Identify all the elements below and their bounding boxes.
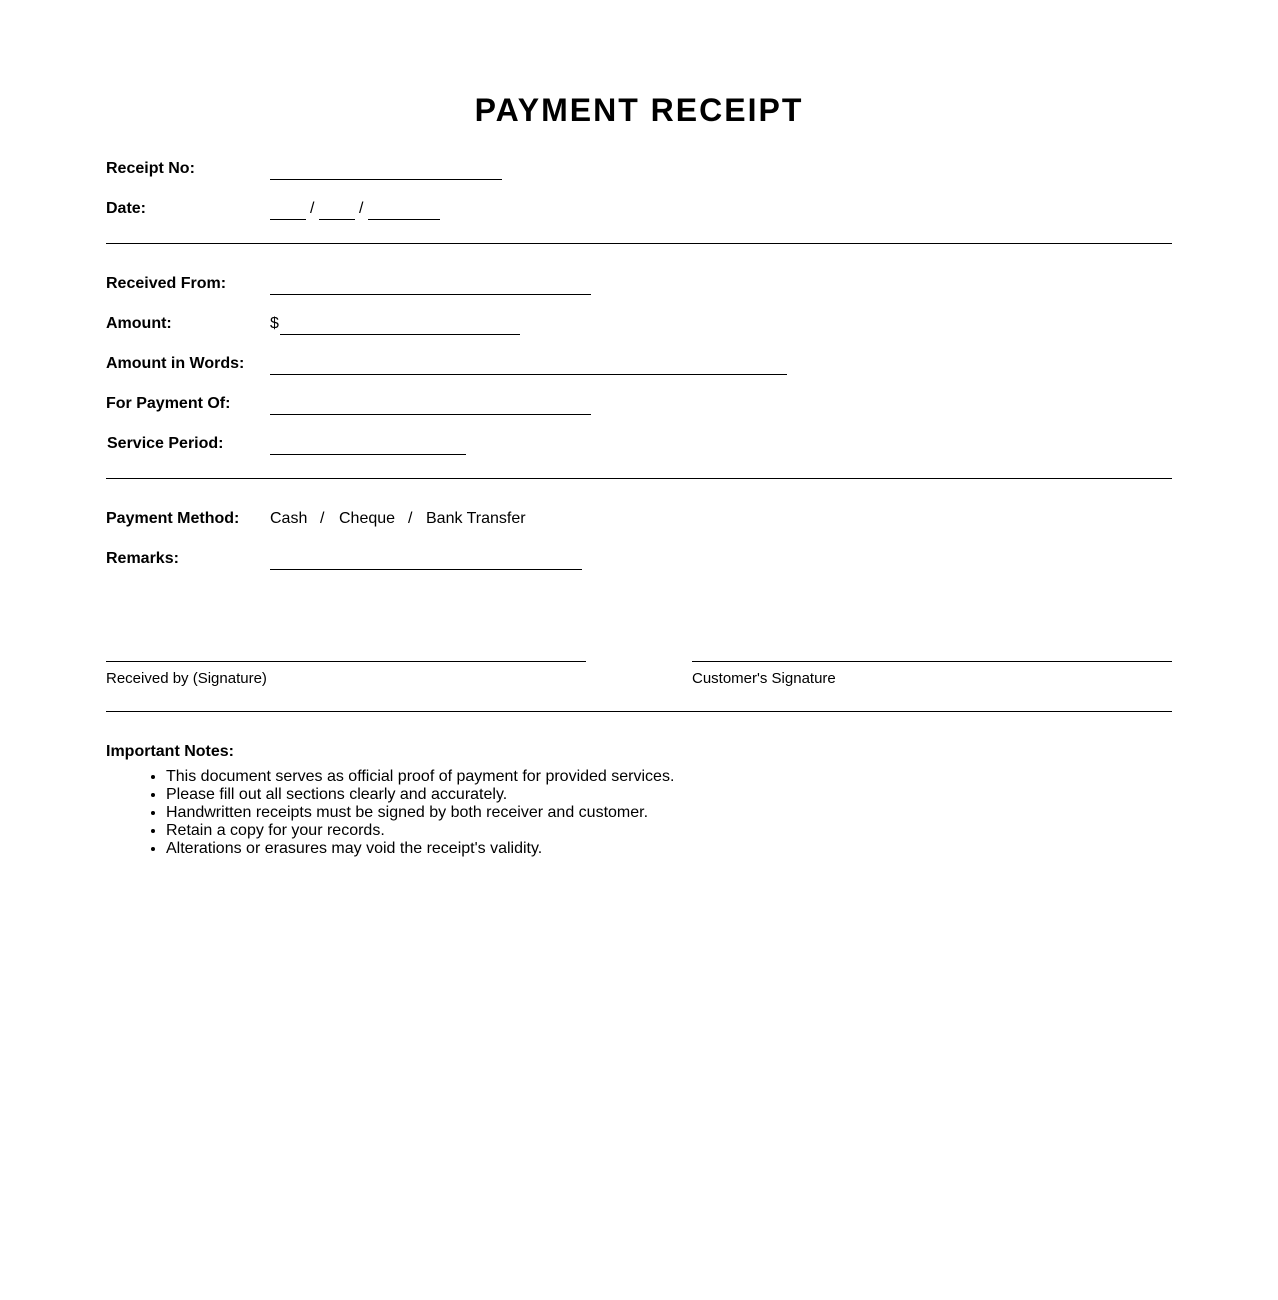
service-period-field[interactable] bbox=[270, 436, 466, 455]
list-item: • This document serves as official proof of payment for provided services. bbox=[166, 768, 674, 786]
payment-option-bank-transfer[interactable]: Bank Transfer bbox=[426, 510, 526, 527]
for-payment-of-label: For Payment Of: bbox=[106, 395, 231, 412]
date-year-field[interactable] bbox=[368, 201, 440, 220]
date-separator: / bbox=[359, 200, 364, 217]
currency-symbol: $ bbox=[270, 315, 279, 332]
received-by-signature-line[interactable] bbox=[106, 661, 586, 662]
service-period-row bbox=[106, 432, 1172, 456]
notes-heading: Important Notes: bbox=[106, 743, 234, 760]
payment-method-row bbox=[106, 507, 1172, 531]
list-item: • Alterations or erasures may void the receipt's validity. bbox=[166, 840, 674, 858]
section-divider bbox=[106, 711, 1172, 712]
received-from-row bbox=[106, 272, 1172, 296]
date-month-field[interactable] bbox=[319, 201, 355, 220]
received-by-signature-caption: Received by (Signature) bbox=[106, 670, 267, 687]
receipt-no-label: Receipt No: bbox=[106, 160, 195, 177]
for-payment-of-row bbox=[106, 392, 1172, 416]
list-item: • Please fill out all sections clearly and accurately. bbox=[166, 786, 674, 804]
amount-row bbox=[106, 312, 1172, 336]
amount-in-words-field[interactable] bbox=[270, 356, 787, 375]
receipt-no-field[interactable] bbox=[270, 161, 502, 180]
amount-in-words-label: Amount in Words: bbox=[106, 355, 245, 372]
received-from-label: Received From: bbox=[106, 275, 227, 292]
page-title: PAYMENT RECEIPT bbox=[474, 92, 804, 128]
list-item: • Handwritten receipts must be signed by both receiver and customer. bbox=[166, 804, 674, 822]
amount-label: Amount: bbox=[106, 315, 172, 332]
amount-field[interactable] bbox=[280, 316, 520, 335]
date-row bbox=[106, 197, 1172, 221]
payment-option-cheque[interactable]: Cheque bbox=[339, 510, 396, 527]
list-item: • Retain a copy for your records. bbox=[166, 822, 674, 840]
payment-option-separator: / bbox=[320, 510, 325, 527]
payment-option-separator: / bbox=[408, 510, 413, 527]
date-label: Date: bbox=[106, 200, 147, 217]
payment-option-cash[interactable]: Cash bbox=[270, 510, 308, 527]
date-separator: / bbox=[310, 200, 315, 217]
remarks-row bbox=[106, 547, 1172, 571]
for-payment-of-field[interactable] bbox=[270, 396, 591, 415]
amount-in-words-row bbox=[106, 352, 1172, 376]
received-from-field[interactable] bbox=[270, 276, 591, 295]
service-period-label: Service Period: bbox=[107, 435, 224, 452]
receipt-no-row bbox=[106, 157, 1172, 181]
section-divider bbox=[106, 478, 1172, 479]
remarks-field[interactable] bbox=[270, 551, 582, 570]
notes-list bbox=[106, 768, 674, 858]
customer-signature-caption: Customer's Signature bbox=[692, 670, 836, 687]
payment-method-label: Payment Method: bbox=[106, 510, 240, 527]
customer-signature-line[interactable] bbox=[692, 661, 1172, 662]
date-day-field[interactable] bbox=[270, 201, 306, 220]
remarks-label: Remarks: bbox=[106, 550, 179, 567]
section-divider bbox=[106, 243, 1172, 244]
